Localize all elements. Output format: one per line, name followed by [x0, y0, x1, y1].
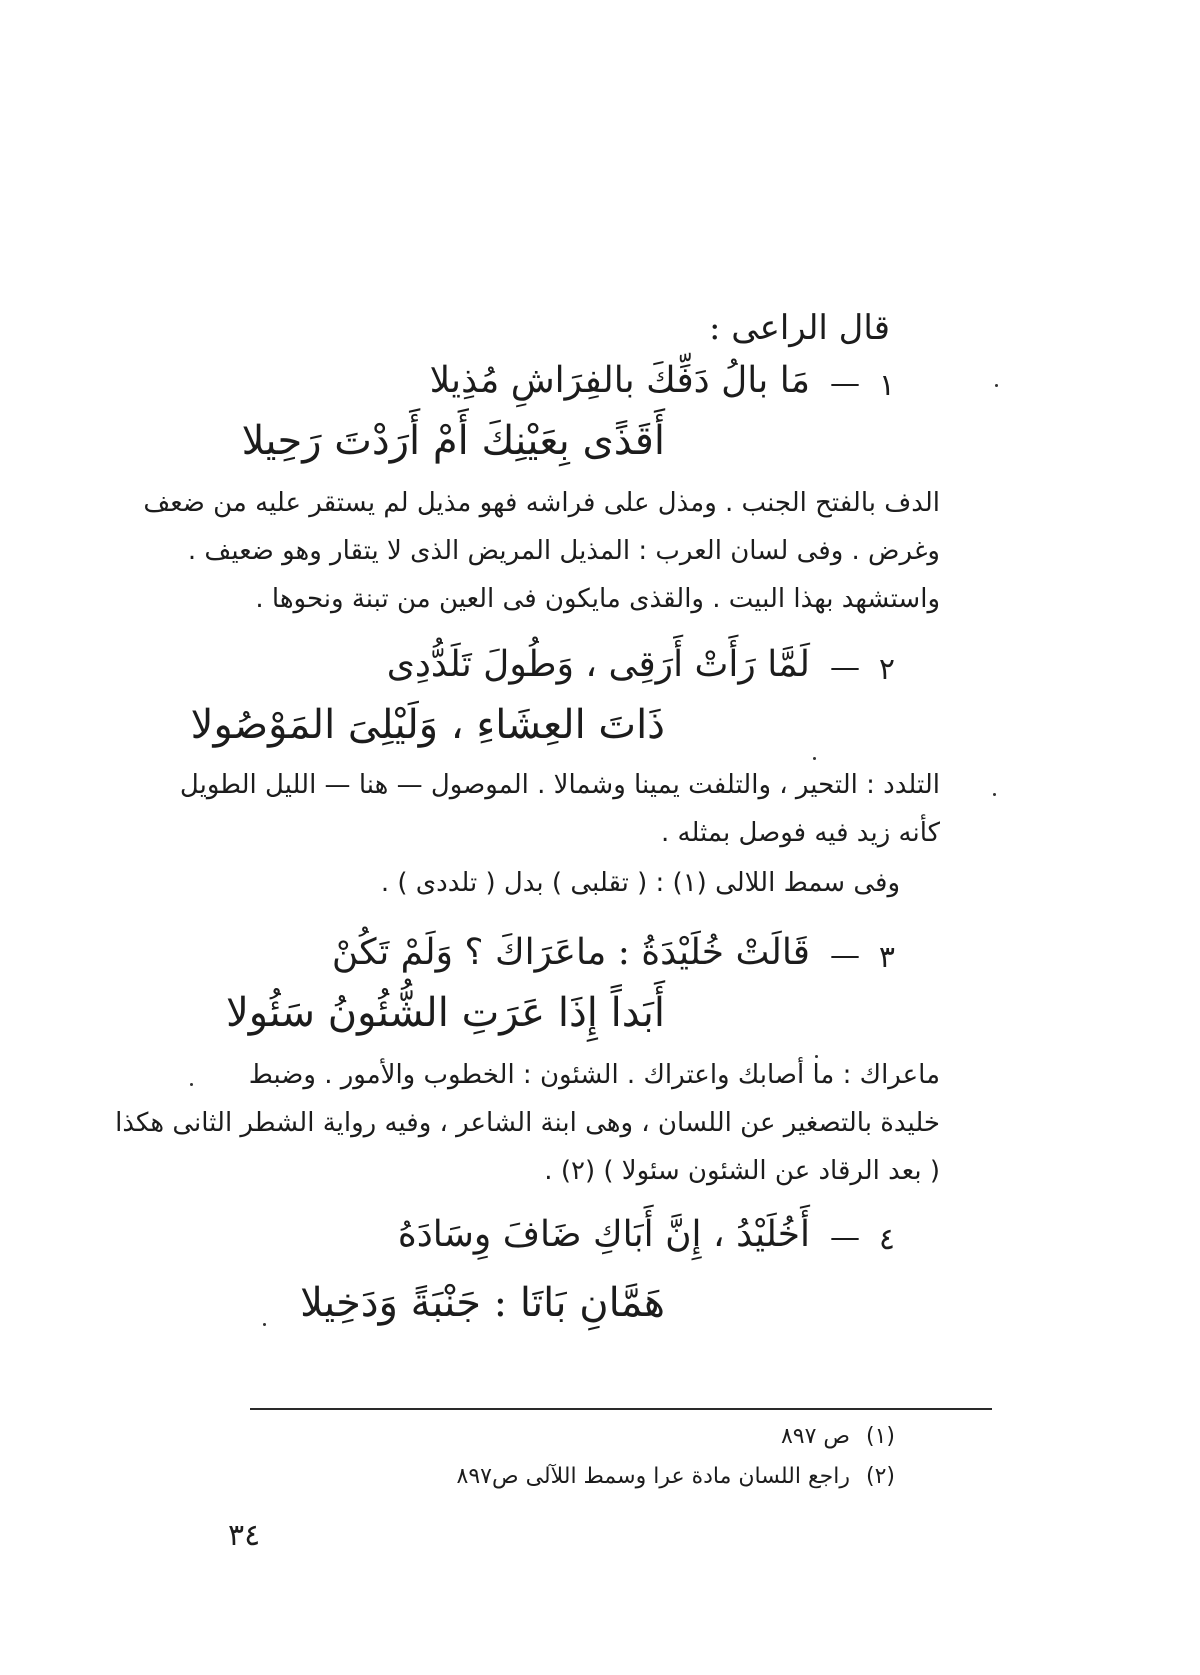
- scan-speck: [995, 384, 998, 387]
- commentary-line: ماعراك : ما أصابك واعتراك . الشئون : الخطوب والأمور . وضبط: [248, 1060, 940, 1090]
- footnote-divider: [250, 1408, 992, 1410]
- section-heading: قال الراعى :: [708, 308, 890, 348]
- verse-4-second-hemistich: هَمَّانِ بَاتَا : جَنْبَةً وَدَخِيلا: [300, 1280, 665, 1326]
- verse-2-number: ٢: [878, 652, 895, 687]
- verse-1-dash: —: [830, 366, 860, 401]
- verse-3-number: ٣: [878, 940, 895, 975]
- commentary-line: التلدد : التحير ، والتلفت يمينا وشمالا . الموصول — هنا — الليل الطويل: [179, 770, 940, 800]
- verse-1-first-hemistich: مَا بالُ دَفِّكَ بالفِرَاشِ مُذِيلا: [429, 360, 810, 401]
- footnote-mark: (١): [865, 1424, 895, 1449]
- commentary-line: ( بعد الرقاد عن الشئون سئولا ) (٢) .: [544, 1156, 940, 1186]
- scan-speck: [190, 1083, 193, 1086]
- scan-speck: [813, 757, 816, 760]
- footnote-text: راجع اللسان مادة عرا وسمط اللآلى ص٨٩٧: [456, 1464, 850, 1489]
- commentary-note: وفى سمط اللالى (١) : ( تقلبى ) بدل ( تلددى ) .: [380, 868, 900, 898]
- commentary-line: خليدة بالتصغير عن اللسان ، وهى ابنة الشاعر ، وفيه رواية الشطر الثانى هكذا: [115, 1108, 940, 1138]
- footnote-text: ص ٨٩٧: [780, 1424, 850, 1449]
- footnote-mark: (٢): [865, 1464, 895, 1489]
- verse-4-dash: —: [830, 1220, 860, 1255]
- verse-3-dash: —: [830, 938, 860, 973]
- page-number: ٣٤: [228, 1518, 261, 1553]
- verse-1-number: ١: [878, 368, 895, 403]
- commentary-line: كأنه زيد فيه فوصل بمثله .: [660, 818, 940, 848]
- verse-2-second-hemistich: ذَاتَ العِشَاءِ ، وَلَيْلِىَ المَوْصُولا: [190, 702, 665, 748]
- verse-2-dash: —: [830, 650, 860, 685]
- verse-4-number: ٤: [878, 1222, 895, 1257]
- verse-4-first-hemistich: أَخُلَيْدُ ، إِنَّ أَبَاكِ ضَافَ وِسَادَهُ: [397, 1214, 810, 1255]
- scan-speck: [993, 793, 996, 796]
- verse-2-first-hemistich: لَمَّا رَأَتْ أَرَقِى ، وَطُولَ تَلَدُّدِى: [386, 644, 810, 685]
- verse-3-second-hemistich: أَبَداً إِذَا عَرَتِ الشُّئُونُ سَئُولا: [225, 990, 665, 1036]
- scan-speck: [263, 1323, 266, 1326]
- commentary-line: الدف بالفتح الجنب . ومذل على فراشه فهو مذيل لم يستقر عليه من ضعف: [143, 488, 940, 518]
- verse-1-second-hemistich: أَقَذًى بِعَيْنِكَ أَمْ أَرَدْتَ رَحِيلا: [241, 418, 665, 464]
- commentary-line: واستشهد بهذا البيت . والقذى مايكون فى العين من تبنة ونحوها .: [255, 584, 940, 614]
- verse-3-first-hemistich: قَالَتْ خُلَيْدَةُ : ماعَرَاكَ ؟ وَلَمْ تَكُنْ: [331, 932, 810, 973]
- commentary-line: وغرض . وفى لسان العرب : المذيل المريض الذى لا يتقار وهو ضعيف .: [187, 536, 940, 566]
- scan-speck: [815, 1055, 818, 1058]
